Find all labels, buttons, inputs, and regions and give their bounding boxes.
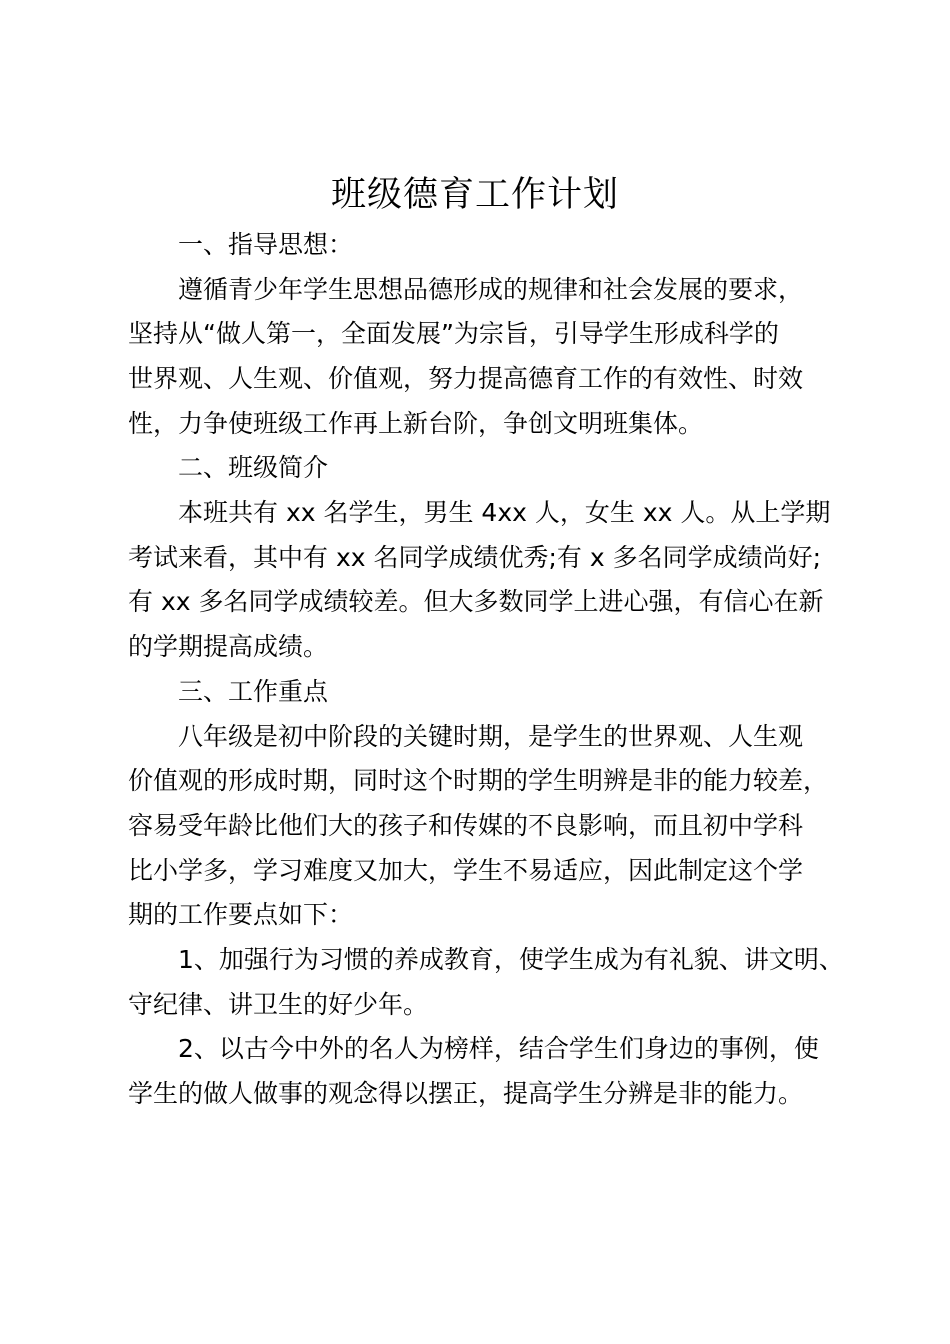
section-heading-work-focus: 三、工作重点 [178,677,329,706]
document-title: 班级德育工作计划 [330,175,619,215]
paragraph-line: 有 xx 多名同学成绩较差。但大多数同学上进心强，有信心在新 [128,587,824,616]
paragraph-line: 世界观、人生观、价值观，努力提高德育工作的有效性、时效 [128,364,804,393]
paragraph-line: 遵循青少年学生思想品德形成的规律和社会发展的要求， [178,275,804,304]
paragraph-line: 性，力争使班级工作再上新台阶，争创文明班集体。 [128,409,704,438]
paragraph-line: 的学期提高成绩。 [128,632,329,661]
section-heading-guiding-thought: 一、指导思想： [178,230,354,259]
paragraph-line: 守纪律、讲卫生的好少年。 [128,990,429,1019]
paragraph-line: 坚持从“做人第一，全面发展”为宗旨，引导学生形成科学的 [128,319,779,348]
paragraph-line: 考试来看，其中有 xx 名同学成绩优秀;有 x 多名同学成绩尚好; [128,543,822,572]
list-item-2: 2、以古今中外的名人为榜样，结合学生们身边的事例，使 [178,1034,819,1063]
list-item-1: 1、加强行为习惯的养成教育，使学生成为有礼貌、讲文明、 [178,945,844,974]
paragraph-line: 学生的做人做事的观念得以摆正，提高学生分辨是非的能力。 [128,1079,804,1108]
paragraph-line: 本班共有 xx 名学生，男生 4xx 人，女生 xx 人。从上学期 [178,498,831,527]
paragraph-line: 比小学多，学习难度又加大，学生不易适应，因此制定这个学 [128,856,804,885]
paragraph-line: 容易受年龄比他们大的孩子和传媒的不良影响，而且初中学科 [128,811,804,840]
paragraph-line: 八年级是初中阶段的关键时期，是学生的世界观、人生观 [178,722,804,751]
paragraph-line: 价值观的形成时期，同时这个时期的学生明辨是非的能力较差， [128,766,829,795]
paragraph-line: 期的工作要点如下： [128,900,354,929]
section-heading-class-intro: 二、班级简介 [178,453,329,482]
